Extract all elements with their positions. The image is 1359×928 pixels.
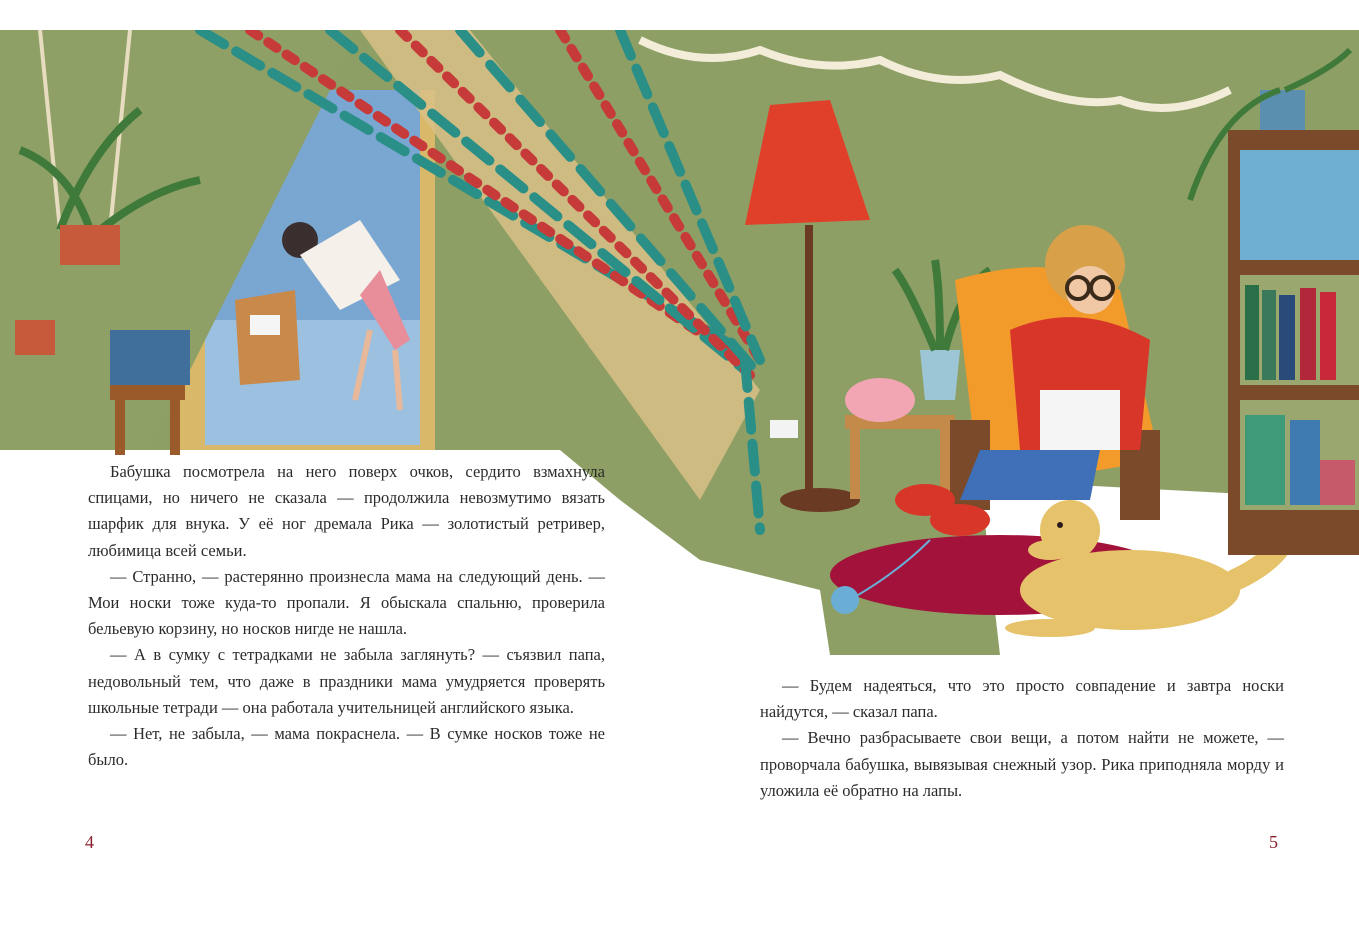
wall-outlet xyxy=(770,420,798,438)
paragraph: Бабушка посмотрела на него поверх очков, сердито взмахнула спицами, но ничего не сказала — продолжила невозмутимо вязать шарфик для внука. У её ног дремала Рика — золотистый ретривер, любимица всей семьи. xyxy=(88,462,605,560)
bookcase xyxy=(1228,130,1359,555)
paragraph: — Будем надеяться, что это просто совпадение и завтра носки найдутся, — сказал папа. xyxy=(760,676,1284,722)
paragraph: — А в сумку с тетрадками не забыла заглянуть? — съязвил папа, недовольный тем, что даже в праздники мама умудряется проверять школьные тетради — она работала учительницей английского языка. xyxy=(88,645,605,717)
paragraph: — Нет, не забыла, — мама покраснела. — В сумке носков тоже не было. xyxy=(88,724,605,770)
page-number-right: 5 xyxy=(1269,832,1278,852)
laundry-basket xyxy=(235,290,300,385)
yarn-ball xyxy=(831,586,859,614)
page-number-left: 4 xyxy=(85,832,94,852)
left-page-text xyxy=(88,459,605,773)
right-page-text xyxy=(760,673,1284,804)
paragraph: — Вечно разбрасываете свои вещи, а потом найти не можете, — проворчала бабушка, вывязывая снежный узор. Рика приподняла морду и уложила её обратно на лапы. xyxy=(760,728,1284,800)
paragraph: — Странно, — растерянно произнесла мама на следующий день. — Мои носки тоже куда-то пропали. Я обыскала спальню, проверила бельевую корзину, но носков нигде не нашла. xyxy=(88,566,605,639)
